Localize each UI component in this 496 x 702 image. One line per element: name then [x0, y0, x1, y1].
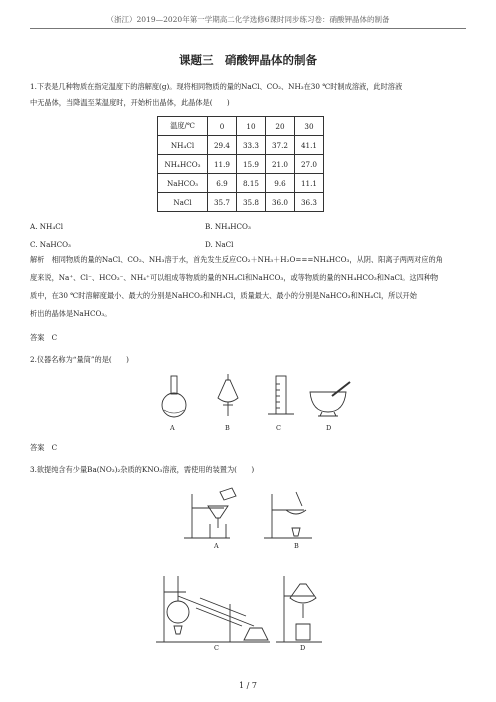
q2-answer: 答案 C	[30, 443, 58, 452]
q3-label-d: D	[300, 644, 306, 652]
q1-stem-line1: 1.下表是几种物质在指定温度下的溶解度(g)。现将相同物质的量的NaCl、CO₂、NH₃在30 ℃时制成溶液，此时溶液	[30, 82, 403, 91]
q3-label-a: A	[214, 542, 219, 550]
table-cell: NaCl	[158, 193, 208, 212]
table-cell: 29.4	[208, 136, 237, 155]
mortar-pestle-icon	[310, 382, 350, 416]
graduated-cylinder-icon	[268, 376, 294, 414]
header-divider	[30, 28, 466, 29]
q1-analysis-line3: 质中，在30 ℃时溶解度最小、最大的分别是NaHCO₃和NH₄Cl，质量最大、最小的分别是NaHCO₃和NH₄Cl，所以开始	[30, 291, 417, 300]
q1-option-b: B. NH₄HCO₃	[205, 222, 251, 231]
q1-option-a: A. NH₄Cl	[30, 222, 63, 231]
table-row	[158, 193, 324, 212]
page-number: 1 / 7	[239, 681, 257, 690]
table-row	[158, 174, 324, 193]
table-header-cell: 10	[237, 117, 266, 136]
table-cell: 15.9	[237, 155, 266, 174]
q1-analysis-line2: 度来说，Na⁺、Cl⁻、HCO₃⁻、NH₄⁺可以组成等物质的量的NH₄Cl和NaHCO₃，或等物质的量的NH₄HCO₃和NaCl。这四种物	[30, 273, 439, 282]
q2-label-a: A	[170, 424, 175, 432]
separatory-funnel-icon	[218, 374, 238, 416]
q1-option-c: C. NaHCO₃	[30, 240, 71, 249]
table-header-cell: 30	[295, 117, 324, 136]
table-cell: NH₄HCO₃	[158, 155, 208, 174]
q1-answer: 答案 C	[30, 333, 58, 342]
table-cell: 8.15	[237, 174, 266, 193]
table-cell: 35.7	[208, 193, 237, 212]
table-row	[158, 155, 324, 174]
q3-label-c: C	[214, 644, 219, 652]
round-bottom-flask-icon	[162, 376, 186, 417]
evaporation-setup-icon	[264, 492, 312, 538]
filtration-setup-icon	[184, 488, 236, 538]
separation-setup-icon	[276, 576, 322, 642]
q1-analysis-line4: 析出的晶体是NaHCO₃。	[30, 309, 112, 318]
q2-stem: 2.仪器名称为“量筒”的是( )	[30, 355, 129, 364]
lesson-title: 课题三 硝酸钾晶体的制备	[179, 53, 317, 67]
q3-stem: 3.欲提纯含有少量Ba(NO₃)₂杂质的KNO₃溶液，需使用的装置为( )	[30, 465, 255, 474]
table-cell: 21.0	[266, 155, 295, 174]
table-cell: 11.1	[295, 174, 324, 193]
solubility-table	[157, 116, 324, 212]
table-header-row	[158, 117, 324, 136]
q3-apparatus-figure	[150, 484, 350, 664]
table-header-cell: 20	[266, 117, 295, 136]
table-cell: 6.9	[208, 174, 237, 193]
table-cell: 11.9	[208, 155, 237, 174]
table-cell: NaHCO₃	[158, 174, 208, 193]
table-cell: 36.0	[266, 193, 295, 212]
table-cell: 33.3	[237, 136, 266, 155]
table-cell: 9.6	[266, 174, 295, 193]
table-cell: 27.0	[295, 155, 324, 174]
table-row	[158, 136, 324, 155]
table-cell: 41.1	[295, 136, 324, 155]
table-header-cell: 0	[208, 117, 237, 136]
q1-analysis-line1: 解析 相同物质的量的NaCl、CO₂、NH₃溶于水，首先发生反应CO₂＋NH₃＋H₂O===NH₄HCO₃，从阴、阳离子两两对应的角	[30, 255, 443, 264]
table-cell: NH₄Cl	[158, 136, 208, 155]
q2-label-d: D	[326, 424, 332, 432]
q3-label-b: B	[294, 542, 299, 550]
distillation-setup-icon	[156, 576, 270, 642]
q2-label-b: B	[225, 424, 230, 432]
table-header-cell: 温度/℃	[158, 117, 208, 136]
page-header: （浙江）2019—2020年第一学期高二化学选修6课时同步练习卷：硝酸钾晶体的制备	[106, 15, 390, 24]
table-cell: 36.3	[295, 193, 324, 212]
q1-stem-line2: 中无晶体，当降温至某温度时，开始析出晶体，此晶体是( )	[30, 98, 230, 107]
q2-apparatus-figure	[150, 372, 360, 420]
table-cell: 35.8	[237, 193, 266, 212]
q2-label-c: C	[276, 424, 281, 432]
table-cell: 37.2	[266, 136, 295, 155]
q1-option-d: D. NaCl	[205, 240, 234, 249]
